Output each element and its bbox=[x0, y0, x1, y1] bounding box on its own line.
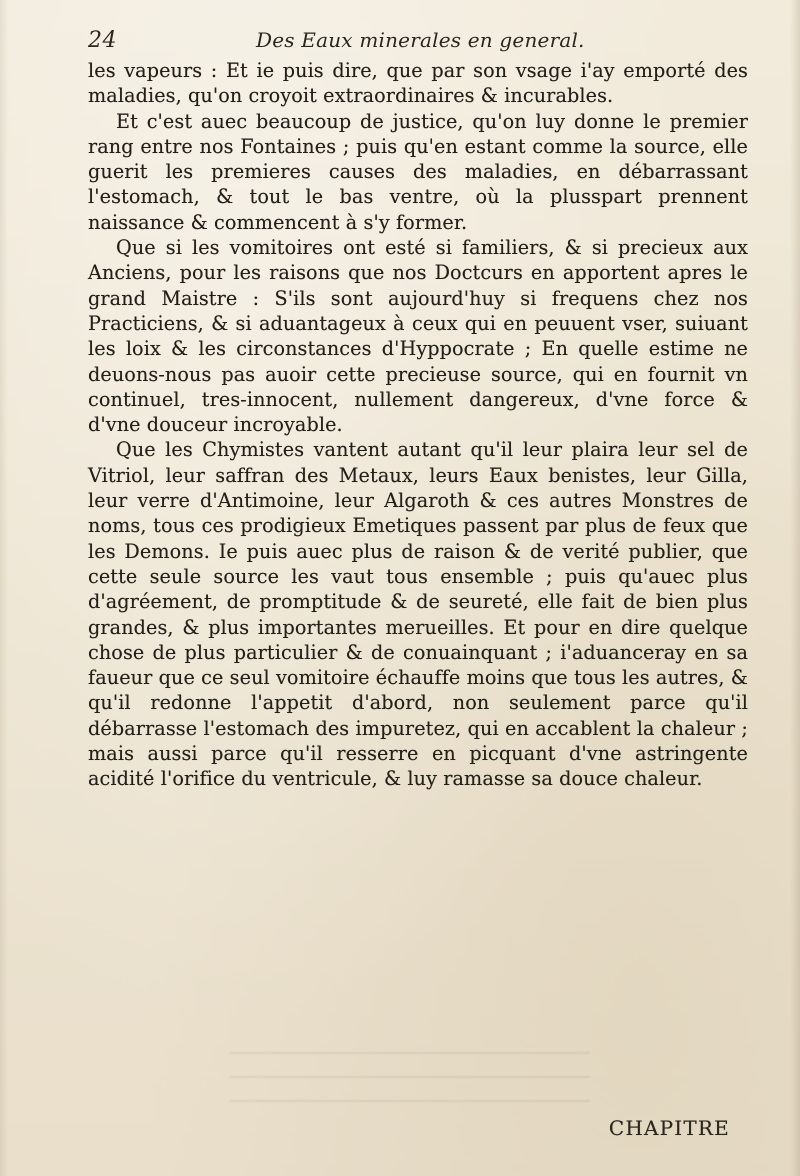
catchword: CHAPITRE bbox=[608, 1116, 730, 1140]
bleed-through-shadow bbox=[230, 1052, 590, 1112]
paragraph-4: Que les Chymistes vantent autant qu'il leur plaira leur sel de Vitriol, leur saffran des Metaux, leurs Eaux benistes, leur Gilla, leur verre d'Antimoine, leur Algaroth & ces autres Monstres de noms, tous ces prodigieux Emetiques passent par plus de feux que les Demons. Ie puis auec plus de raison & de verité publier, que cette seule source les vaut tous ensemble ; puis qu'auec plus d'agréement, de promptitude & de seureté, elle fait de bien plus grandes, & plus importantes merueilles. Et pour en dire quelque chose de plus particulier & de conuainquant ; i'aduanceray en sa faueur que ce seul vomitoire échauffe moins que tous les autres, & qu'il redonne l'appetit d'abord, non seulement parce qu'il débarrasse l'estomach des impuretez, qui en accablent la chaleur ; mais aussi parce qu'il resserre en picquant d'vne astringente acidité l'orifice du ventricule, & luy ramasse sa douce chaleur. bbox=[88, 438, 748, 791]
running-head: Des Eaux minerales en general. bbox=[256, 28, 585, 52]
paragraph-3: Que si les vomitoires ont esté si familiers, & si precieux aux Anciens, pour les raisons que nos Doctcurs en apportent apres le grand Maistre : S'ils sont aujourd'huy si frequens chez nos Practiciens, & si aduantageux à ceux qui en peuuent vser, suiuant les loix & les circonstances d'Hyppocrate ; En quelle estime ne deuons-nous pas auoir cette precieuse source, qui en fournit vn continuel, tres-innocent, nullement dangereux, d'vne force & d'vne douceur incroyable. bbox=[88, 236, 748, 437]
page-header bbox=[88, 26, 748, 54]
page-number: 24 bbox=[88, 28, 117, 53]
paragraph-1: les vapeurs : Et ie puis dire, que par son vsage i'ay emporté des maladies, qu'on croyoit extraordinaires & incurables. bbox=[88, 59, 748, 108]
body-text bbox=[88, 58, 748, 792]
paragraph-2: Et c'est auec beaucoup de justice, qu'on luy donne le premier rang entre nos Fontaines ; puis qu'en estant comme la source, elle guerit les premieres causes des maladies, en débarrassant l'estomach, & tout le bas ventre, où la plusspart prennent naissance & commencent à s'y former. bbox=[88, 109, 748, 234]
